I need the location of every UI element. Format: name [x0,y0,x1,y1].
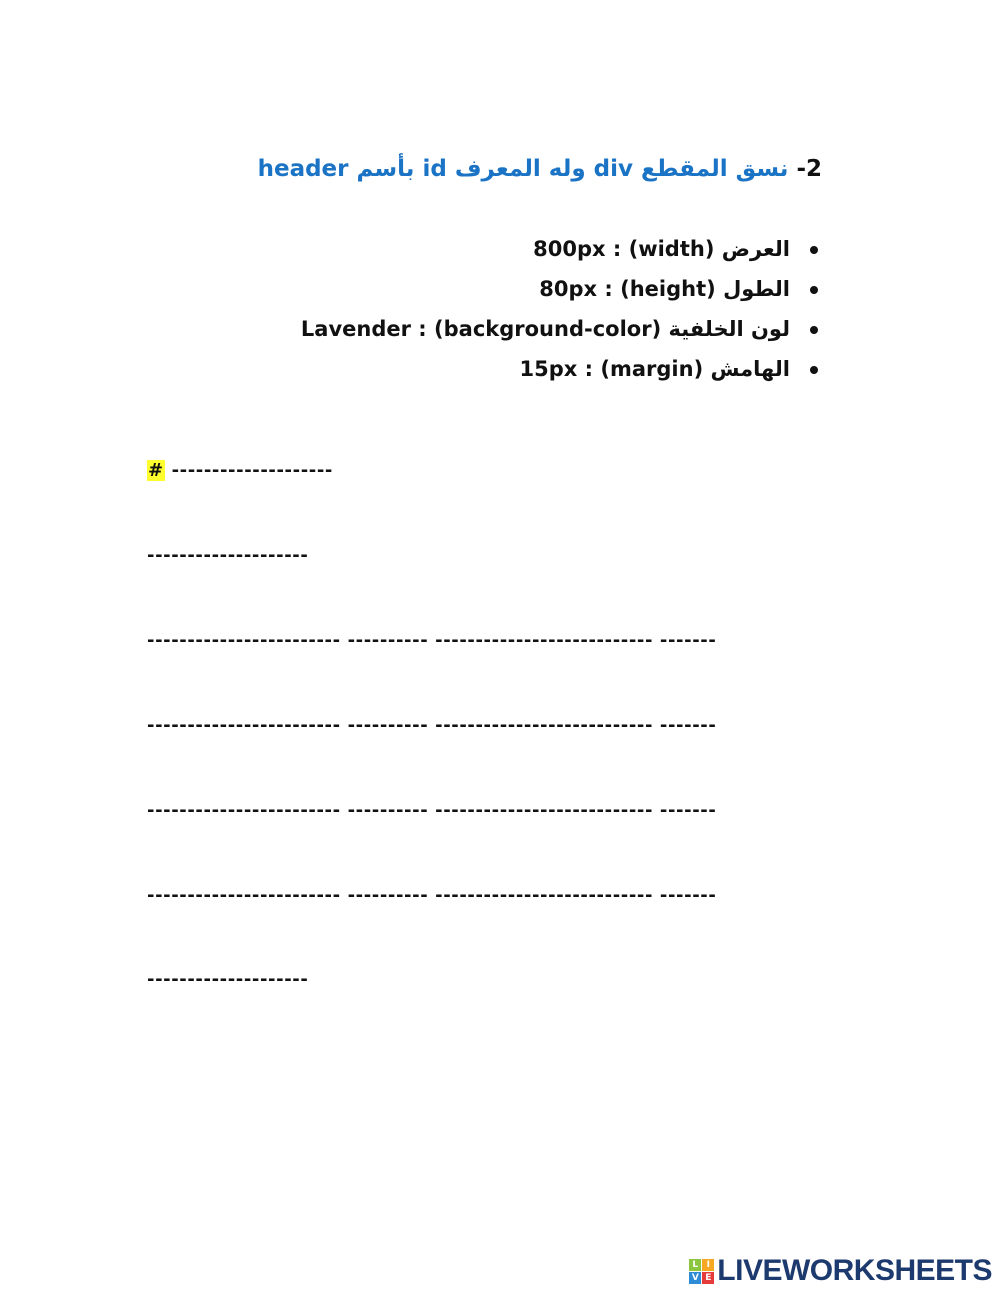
answer-line-6[interactable]: ------------------------ ---------- --------------------------- ------- [147,885,717,906]
requirement-background-color: لون الخلفية (background-color) : Lavender [301,312,822,352]
requirement-margin: الهامش (margin) : 15px [301,352,822,392]
exercise-number: 2- [796,156,822,182]
requirements-list [301,232,822,392]
hash-highlight: # [148,460,164,481]
answer-line-3[interactable]: ------------------------ ---------- --------------------------- ------- [147,630,717,651]
answer-line-4[interactable]: ------------------------ ---------- --------------------------- ------- [147,715,717,736]
answer-line-1[interactable] [147,460,333,481]
bullet-icon [810,366,818,374]
bullet-icon [810,246,818,254]
answer-line-7[interactable]: -------------------- [147,969,309,990]
logo-text: LIVEWORKSHEETS [717,1254,992,1287]
bullet-icon [810,286,818,294]
exercise-title [258,156,822,182]
answer-line-5[interactable]: ------------------------ ---------- --------------------------- ------- [147,800,717,821]
logo-blocks-icon: L I V E [689,1259,714,1284]
answer-line-2[interactable]: -------------------- [147,545,309,566]
exercise-instruction: نسق المقطع div وله المعرف id بأسم header [257,156,789,182]
requirement-height: الطول (height) : 80px [301,272,822,312]
bullet-icon [810,326,818,334]
liveworksheets-logo [689,1254,992,1288]
requirement-width: العرض (width) : 800px [301,232,822,272]
blank-dashes[interactable]: -------------------- [171,460,333,481]
